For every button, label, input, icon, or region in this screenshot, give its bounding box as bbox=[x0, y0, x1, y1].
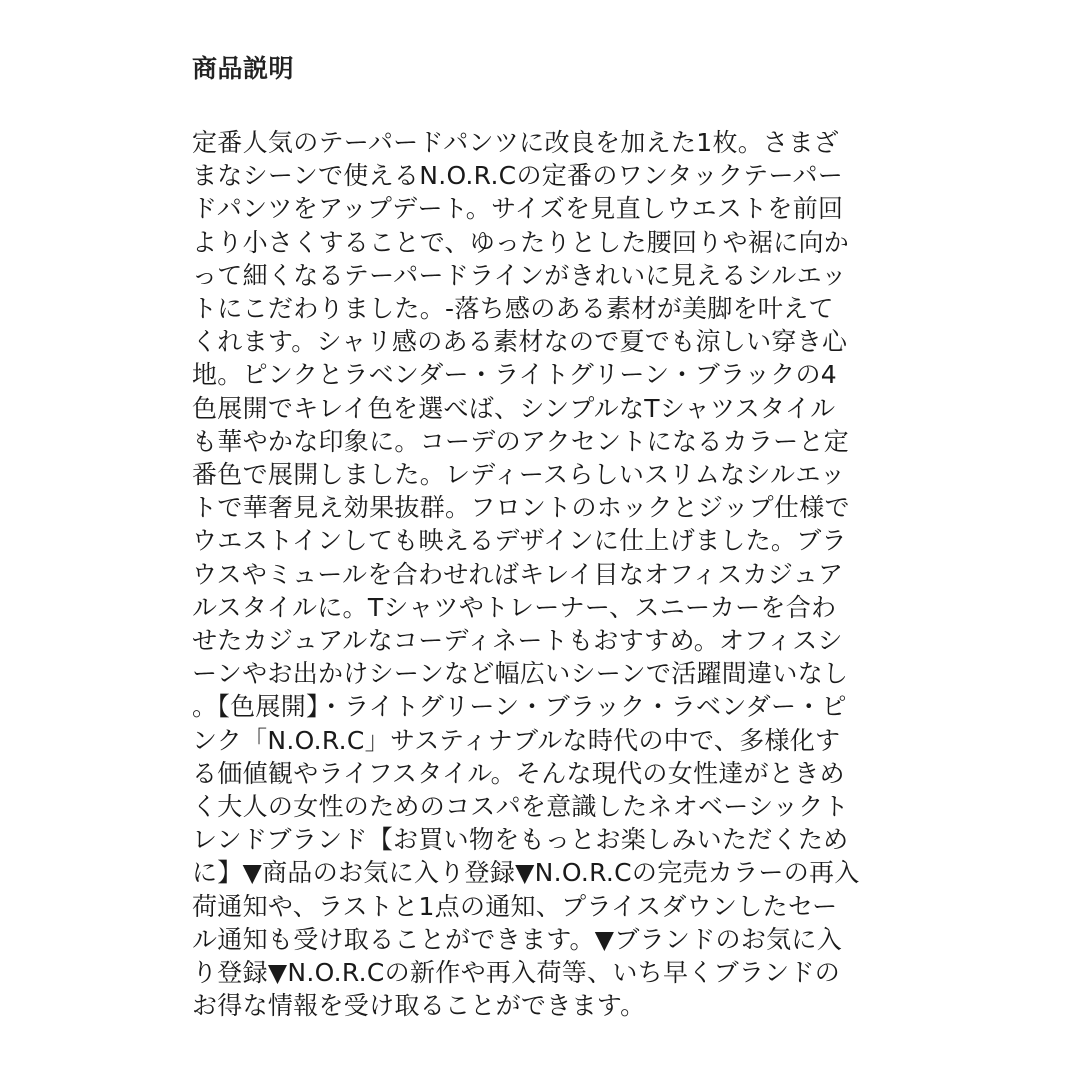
description-line: 番色で展開しました。レディースらしいスリムなシルエッ bbox=[192, 460, 846, 490]
product-description-section bbox=[192, 52, 892, 1022]
description-line: る価値観やライフスタイル。そんな現代の女性達がときめ bbox=[192, 758, 845, 788]
description-line: ルスタイルに。Tシャツやトレーナー、スニーカーを合わ bbox=[192, 592, 837, 622]
description-line: も華やかな印象に。コーデのアクセントになるカラーと定 bbox=[192, 426, 850, 456]
description-line: ーンやお出かけシーンなど幅広いシーンで活躍間違いなし bbox=[192, 659, 849, 689]
description-line: せたカジュアルなコーディネートもおすすめ。オフィスシ bbox=[192, 626, 843, 656]
description-line: くれます。シャリ感のある素材なので夏でも涼しい穿き心 bbox=[192, 327, 848, 357]
description-line: ウエストインしても映えるデザインに仕上げました。ブラ bbox=[192, 526, 847, 556]
description-line: に】▼商品のお気に入り登録▼N.O.R.Cの完売カラーの再入 bbox=[192, 858, 860, 888]
description-line: 色展開でキレイ色を選べば、シンプルなTシャツスタイル bbox=[192, 393, 836, 423]
description-line: 定番人気のテーパードパンツに改良を加えた1枚。さまざ bbox=[192, 128, 839, 157]
description-line: トにこだわりました。-落ち感のある素材が美脚を叶えて bbox=[192, 294, 834, 324]
description-line: レンドブランド【お買い物をもっとお楽しみいただくため bbox=[192, 825, 849, 855]
description-line: より小さくすることで、ゆったりとした腰回りや裾に向か bbox=[192, 227, 850, 257]
description-line: り登録▼N.O.R.Cの新作や再入荷等、いち早くブランドの bbox=[192, 958, 841, 988]
description-line: まなシーンで使えるN.O.R.Cの定番のワンタックテーパー bbox=[192, 161, 844, 191]
description-line: ドパンツをアップデート。サイズを見直しウエストを前回 bbox=[192, 194, 844, 224]
product-description-text bbox=[192, 126, 892, 1022]
description-line: 地。ピンクとラベンダー・ライトグリーン・ブラックの4 bbox=[192, 360, 837, 390]
description-line: ンク「N.O.R.C」サスティナブルな時代の中で、多様化す bbox=[192, 725, 841, 755]
description-line: く大人の女性のためのコスパを意識したネオベーシックト bbox=[192, 792, 849, 822]
description-line: って細くなるテーパードラインがきれいに見えるシルエッ bbox=[192, 260, 847, 290]
description-line: お得な情報を受け取ることができます。 bbox=[192, 991, 646, 1021]
section-title: 商品説明 bbox=[192, 54, 295, 83]
description-line: 荷通知や、ラストと1点の通知、プライスダウンしたセー bbox=[192, 891, 838, 921]
description-line: ウスやミュールを合わせればキレイ目なオフィスカジュア bbox=[192, 559, 844, 589]
description-line: トで華奢見え効果抜群。フロントのホックとジップ仕様で bbox=[192, 493, 850, 523]
description-line: ル通知も受け取ることができます。▼ブランドのお気に入 bbox=[192, 924, 843, 954]
description-line: 。【色展開】・ライトグリーン・ブラック・ラベンダー・ピ bbox=[192, 692, 847, 722]
